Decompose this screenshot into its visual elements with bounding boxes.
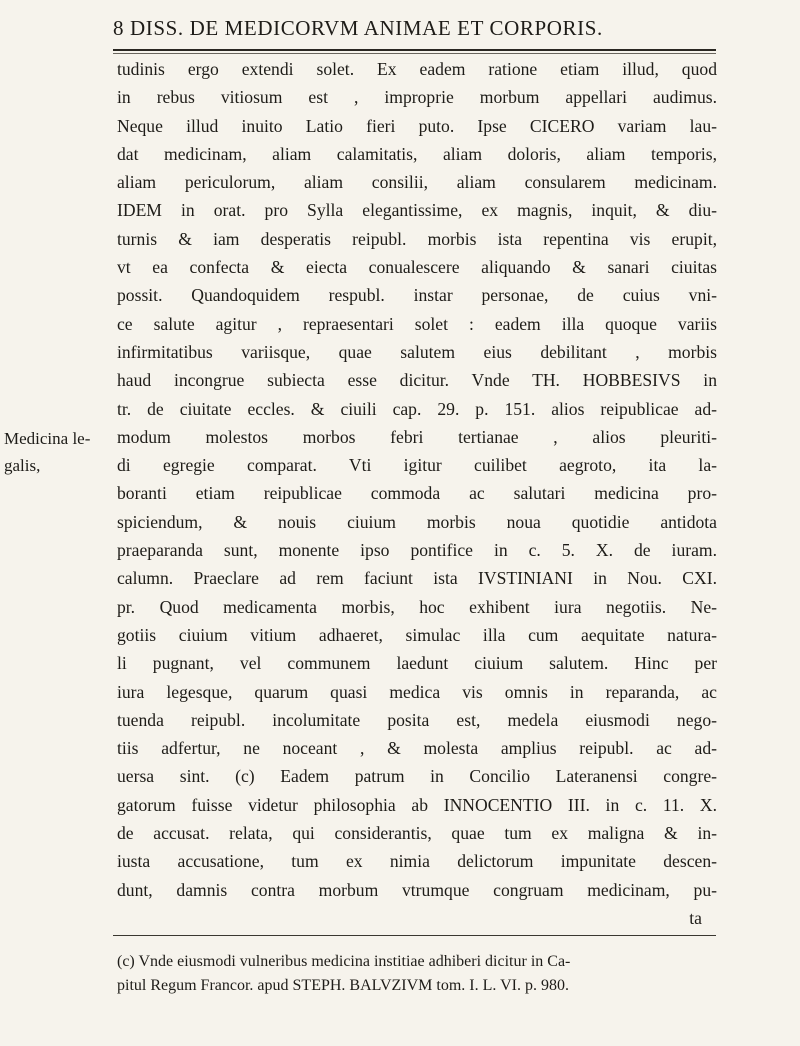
footnote-line: pitul Regum Francor. apud STEPH. BALVZIVM tom. I. L. VI. p. 980. [117, 977, 569, 994]
footnote-line: (c) Vnde eiusmodi vulneribus medicina institiae adhiberi dicitur in Ca- [117, 953, 571, 970]
text-line: infirmitatibus variisque, quae salutem eius debilitant , morbis [117, 341, 717, 362]
text-line: possit. Quandoquidem respubl. instar personae, de cuius vni- [117, 285, 717, 306]
header-rule [113, 49, 716, 51]
text-line: praeparanda sunt, monente ipso pontifice in c. 5. X. de iuram. [117, 540, 717, 561]
text-line: dunt, damnis contra morbum vtrumque congruam medicinam, pu- [117, 879, 717, 900]
text-line: uersa sint. (c) Eadem patrum in Concilio Lateranensi congre- [117, 766, 717, 787]
text-line: in rebus vitiosum est , improprie morbum appellari audimus. [117, 87, 717, 108]
footnote-rule [113, 935, 716, 936]
text-line: gotiis ciuium vitium adhaeret, simulac illa cum aequitate natura- [117, 624, 717, 645]
text-line: calumn. Praeclare ad rem faciunt ista IVSTINIANI in Nou. CXI. [117, 568, 717, 589]
text-line: haud incongrue subiecta esse dicitur. Vnde TH. HOBBESIVS in [117, 370, 717, 391]
margin-note-line: galis, [4, 456, 41, 475]
text-line: iusta accusatione, tum ex nimia delictorum impunitate descen- [117, 851, 717, 872]
body-text [117, 55, 717, 932]
header-rule-thin [113, 53, 716, 54]
running-title: DISS. DE MEDICORVM ANIMAE ET CORPORIS. [129, 16, 603, 40]
text-line: turnis & iam desperatis reipubl. morbis ista repentina vis erupit, [117, 228, 717, 249]
text-line: iura legesque, quarum quasi medica vis omnis in reparanda, ac [117, 681, 717, 702]
text-line: tr. de ciuitate eccles. & ciuili cap. 29. p. 151. alios reipublicae ad- [117, 398, 717, 419]
text-line: vt ea confecta & eiecta conualescere aliquando & sanari ciuitas [117, 257, 717, 278]
text-line: modum molestos morbos febri tertianae , alios pleuriti- [117, 426, 717, 447]
text-line: tuenda reipubl. incolumitate posita est, medela eiusmodi nego- [117, 709, 717, 730]
text-line: de accusat. relata, qui considerantis, quae tum ex maligna & in- [117, 823, 717, 844]
text-line: gatorum fuisse videtur philosophia ab INNOCENTIO III. in c. 11. X. [117, 794, 717, 815]
text-line: ce salute agitur , repraesentari solet : eadem illa quoque variis [117, 313, 717, 334]
text-line: tudinis ergo extendi solet. Ex eadem ratione etiam illud, quod [117, 59, 717, 79]
text-line: Neque illud inuito Latio fieri puto. Ipse CICERO variam lau- [117, 115, 717, 136]
text-line: pr. Quod medicamenta morbis, hoc exhibent iura negotiis. Ne- [117, 596, 717, 617]
text-line: boranti etiam reipublicae commoda ac salutari medicina pro- [117, 483, 717, 504]
text-line: li pugnant, vel communem laedunt ciuium salutem. Hinc per [117, 653, 717, 674]
footnotes [117, 950, 717, 998]
text-line: spiciendum, & nouis ciuium morbis noua quotidie antidota [117, 511, 717, 532]
text-line: di egregie comparat. Vti igitur cuilibet aegroto, ita la- [117, 455, 717, 476]
page-number: 8 [113, 16, 125, 40]
text-line: tiis adfertur, ne noceant , & molesta amplius reipubl. ac ad- [117, 738, 717, 759]
catchword: ta [689, 907, 702, 928]
margin-note-line: Medicina le- [4, 429, 91, 448]
running-header [113, 16, 713, 41]
margin-note [4, 425, 114, 479]
text-line: dat medicinam, aliam calamitatis, aliam doloris, aliam temporis, [117, 143, 717, 164]
text-line: IDEM in orat. pro Sylla elegantissime, ex magnis, inquit, & diu- [117, 200, 717, 221]
text-line: aliam periculorum, aliam consilii, aliam consularem medicinam. [117, 172, 717, 193]
